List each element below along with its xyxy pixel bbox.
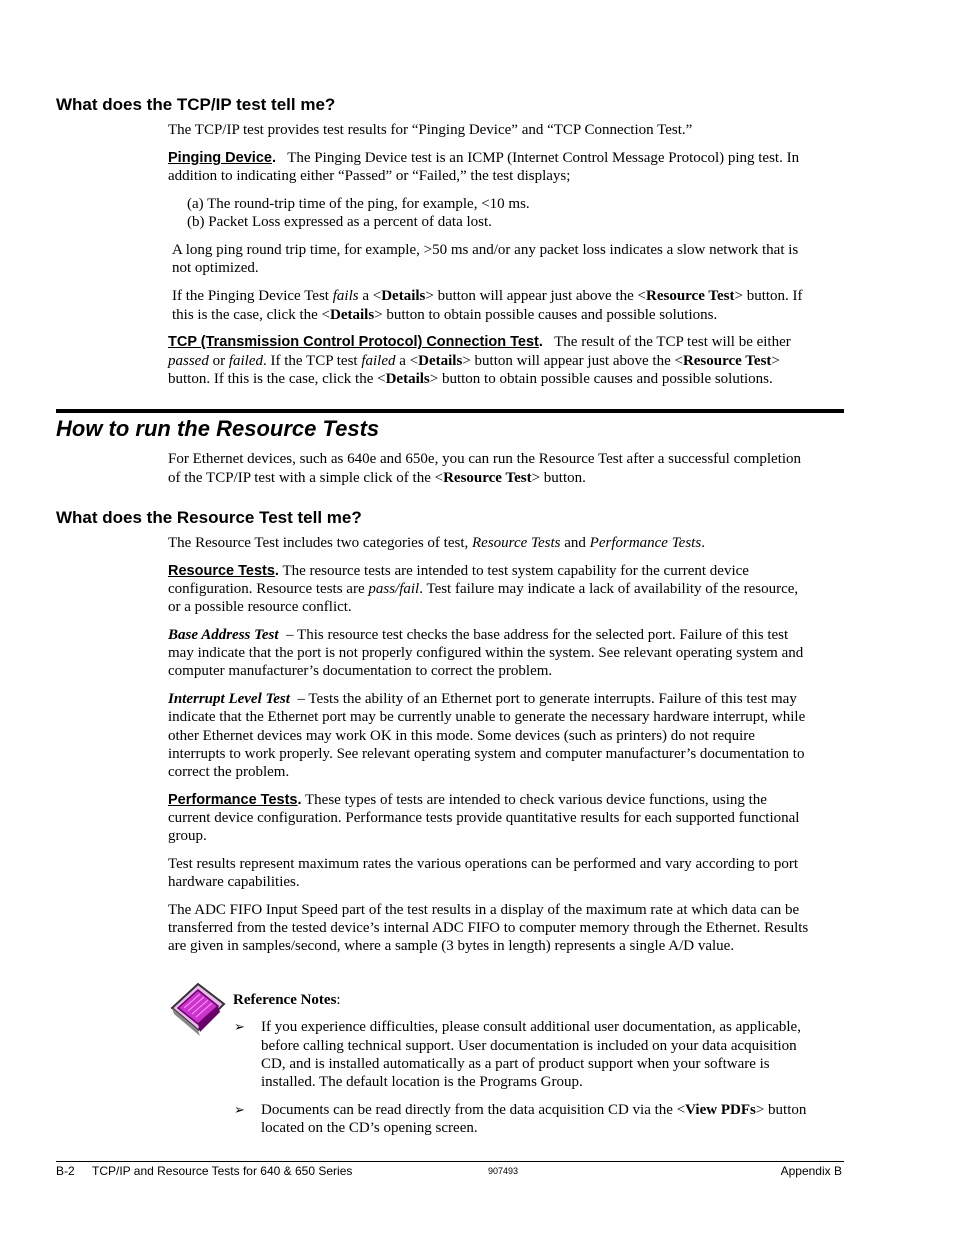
long-ping-line1: A long ping round trip time, for example, >50 ms and/or any packet loss indicates a slow network that is: [172, 242, 799, 258]
resource-tests-runin: Resource Tests: [168, 563, 275, 579]
pinging-device-runin: Pinging Device: [168, 150, 272, 166]
long-ping-line2: not optimized.: [172, 260, 259, 276]
interrupt-line4: interrupts to work properly. See relevant operating system and computer manufacturer’s documentation to: [168, 746, 805, 762]
base-address-line3: computer manufacturer’s documentation to correct the problem.: [168, 663, 553, 679]
run-resource-line2: of the TCP/IP test with a simple click of the <Resource Test> button.: [168, 470, 586, 486]
reference-notes-icon: [168, 980, 228, 1040]
tcp-paragraph-line2: passed or failed. If the TCP test failed a <Details> button will appear just above the <Resource Test>: [168, 353, 780, 369]
note1-line4: installed. The default location is the Programs Group.: [261, 1074, 583, 1090]
resource-tests-line2: configuration. Resource tests are pass/fail. Test failure may indicate a lack of availability of the resource,: [168, 581, 799, 597]
ping-line1: The Pinging Device test is an ICMP (Internet Control Message Protocol) ping test. In: [287, 150, 800, 166]
list-item-a: (a) The round-trip time of the ping, for example, <10 ms.: [187, 196, 530, 212]
fails-line1: If the Pinging Device Test fails a <Details> button will appear just above the <Resource Test> button. If: [172, 288, 803, 304]
footer-title: TCP/IP and Resource Tests for 640 & 650 Series: [92, 1164, 353, 1178]
adc-line2: transferred from the tested device’s internal ADC FIFO to computer memory through the Ethernet. Results: [168, 920, 809, 936]
resource-tests-line1: Resource Tests. The resource tests are intended to test system capability for the current device: [168, 563, 749, 579]
section-divider: [56, 409, 844, 413]
test-results-line2: hardware capabilities.: [168, 874, 300, 890]
run-resource-line1: For Ethernet devices, such as 640e and 650e, you can run the Resource Test after a successful completion: [168, 451, 802, 467]
interrupt-line5: correct the problem.: [168, 764, 290, 780]
performance-tests-runin: Performance Tests: [168, 792, 298, 808]
section-heading-run-resource-tests: How to run the Resource Tests: [56, 416, 380, 441]
note1-line2: before calling technical support. User documentation is included on your data acquisition: [261, 1038, 797, 1054]
footer-rule: [56, 1161, 844, 1162]
tcp-paragraph-line1: TCP (Transmission Control Protocol) Connection Test. The result of the TCP test will be either: [168, 334, 791, 350]
tcpip-intro: The TCP/IP test provides test results for “Pinging Device” and “TCP Connection Test.”: [168, 122, 693, 138]
pinging-device-paragraph: Pinging Device. The Pinging Device test is an ICMP (Internet Control Message Protocol) ping test. In: [168, 150, 800, 166]
tcp-connection-runin: TCP (Transmission Control Protocol) Connection Test: [168, 334, 539, 350]
resource-test-intro: The Resource Test includes two categories of test, Resource Tests and Performance Tests.: [168, 535, 705, 551]
adc-line3: are given in samples/second, where a sample (3 bytes in length) represents a single A/D value.: [168, 938, 735, 954]
footer-appendix: Appendix B: [780, 1164, 842, 1178]
adc-line1: The ADC FIFO Input Speed part of the test results in a display of the maximum rate at which data can be: [168, 902, 800, 918]
footer-page-number: B-2: [56, 1164, 75, 1178]
test-results-line1: Test results represent maximum rates the various operations can be performed and vary according to port: [168, 856, 798, 872]
note2-line1: Documents can be read directly from the data acquisition CD via the <View PDFs> button: [261, 1102, 807, 1118]
section-heading-tcpip: What does the TCP/IP test tell me?: [56, 95, 336, 114]
interrupt-line2: indicate that the Ethernet port may be currently unable to generate the necessary hardware interrupt, while: [168, 709, 806, 725]
section-heading-resource-test: What does the Resource Test tell me?: [56, 508, 362, 527]
base-address-line2: may indicate that the port is not properly configured within the system. See relevant operating system and: [168, 645, 804, 661]
bullet-arrow-icon: ➢: [234, 1019, 245, 1034]
interrupt-line3: other Ethernet devices may work OK in this mode. Some devices (such as printers) do not require: [168, 728, 755, 744]
performance-line2: current device configuration. Performance tests provide quantitative results for each supported functional: [168, 810, 800, 826]
fails-line2: this is the case, click the <Details> button to obtain possible causes and possible solutions.: [172, 307, 718, 323]
ping-line2: addition to indicating either “Passed” or “Failed,” the test displays;: [168, 168, 571, 184]
reference-notes-title: Reference Notes:: [233, 992, 341, 1008]
bullet-arrow-icon: ➢: [234, 1102, 245, 1117]
base-address-line1: Base Address Test – This resource test checks the base address for the selected port. Failure of this test: [168, 627, 789, 643]
interrupt-line1: Interrupt Level Test – Tests the ability of an Ethernet port to generate interrupts. Failure of this test may: [168, 691, 797, 707]
base-address-label: Base Address Test: [168, 627, 279, 643]
performance-line3: group.: [168, 828, 207, 844]
note1-line3: CD, and is installed automatically as a part of product support when your software is: [261, 1056, 770, 1072]
footer-doc-code: 907493: [488, 1166, 519, 1176]
performance-line1: Performance Tests. These types of tests are intended to check various device functions, using the: [168, 792, 767, 808]
note1-line1: If you experience difficulties, please consult additional user documentation, as applicable,: [261, 1019, 801, 1035]
list-item-b: (b) Packet Loss expressed as a percent of data lost.: [187, 214, 492, 230]
interrupt-level-label: Interrupt Level Test: [168, 691, 290, 707]
note2-line2: located on the CD’s opening screen.: [261, 1120, 478, 1136]
resource-tests-line3: or a possible resource conflict.: [168, 599, 352, 615]
tcp-paragraph-line3: button. If this is the case, click the <Details> button to obtain possible causes and possible solutions.: [168, 371, 773, 387]
